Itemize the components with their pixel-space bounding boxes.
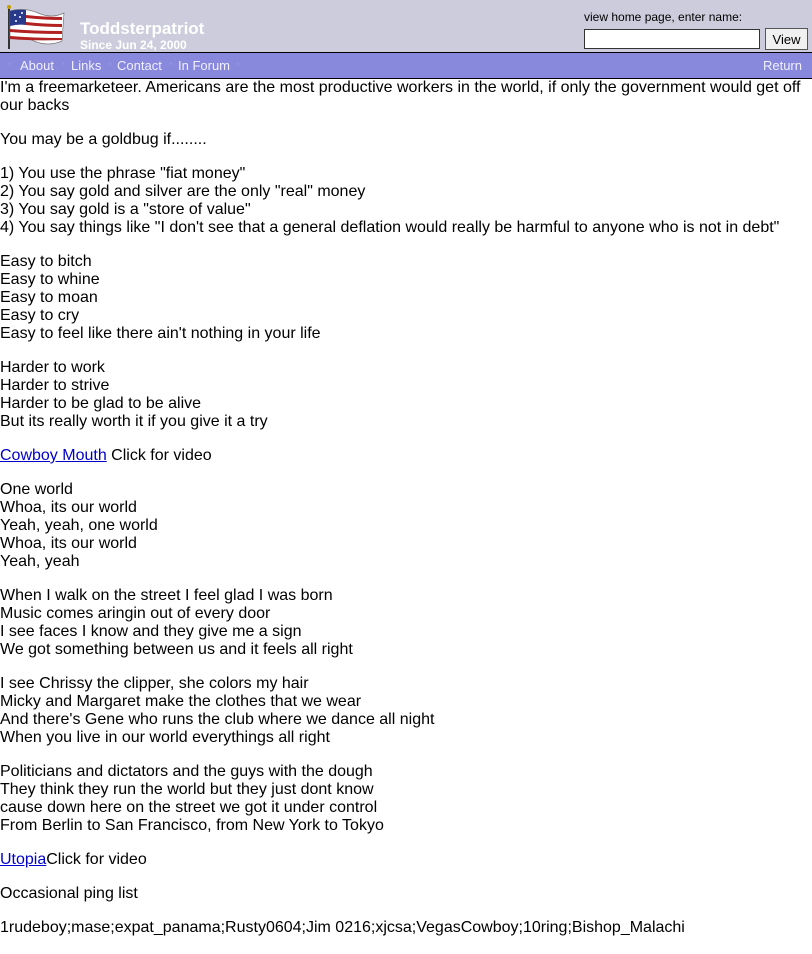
goldbug-item: 2) You say gold and silver are the only "real" money [0,183,366,200]
flag-logo-icon [4,5,66,49]
lyric-line: Easy to cry [0,307,80,324]
lyric-line: Micky and Margaret make the clothes that we wear [0,693,362,710]
lyric-line: Yeah, yeah [0,553,80,570]
chrissy-verse [0,675,812,747]
cowboy-mouth-link[interactable]: Cowboy Mouth [0,447,107,464]
politicians-verse [0,763,812,835]
lyric-line: Easy to moan [0,289,98,306]
profile-nav-bar [0,53,812,79]
nav-separator: · [62,58,66,70]
lyric-line: When you live in our world everythings all right [0,729,330,746]
lyric-line: They think they run the world but they just dont know [0,781,374,798]
goldbug-item: 3) You say gold is a "store of value" [0,201,251,218]
lyric-line: When I walk on the street I feel glad I was born [0,587,333,604]
nav-link-links[interactable]: Links [71,58,102,73]
goldbug-item: 4) You say things like "I don't see that a general deflation would really be harmful to anyone who is not in debt" [0,219,780,236]
street-verse [0,587,812,659]
cowboy-mouth-video-line [0,447,812,465]
lyric-line: Easy to bitch [0,253,92,270]
goldbug-list [0,165,812,237]
view-button[interactable]: View [765,28,808,50]
nav-separator: · [236,58,240,70]
utopia-link[interactable]: Utopia [0,851,47,868]
nav-link-return[interactable]: Return [762,58,802,73]
lyric-line: Harder to be glad to be alive [0,395,202,412]
nav-link-in-forum[interactable]: In Forum [178,58,231,73]
lyric-line: Harder to strive [0,377,110,394]
lyric-line: I see Chrissy the clipper, she colors my hair [0,675,309,692]
nav-link-about[interactable]: About [20,58,54,73]
ping-list: 1rudeboy;mase;expat_panama;Rusty0604;Jim 0216;xjcsa;VegasCowboy;10ring;Bishop_Malachi [0,919,685,936]
nav-separator: · [108,58,112,70]
lyric-line: Easy to feel like there ain't nothing in your life [0,325,321,342]
lyric-line: I see faces I know and they give me a sign [0,623,302,640]
ping-list-heading: Occasional ping list [0,885,138,902]
lyric-line: But its really worth it if you give it a try [0,413,268,430]
lyric-line: One world [0,481,73,498]
nav-separator: · [8,58,12,70]
view-home-page-label: view home page, enter name: [584,10,743,24]
nav-separator: · [169,58,173,70]
harder-verse [0,359,812,431]
profile-member-since: Since Jun 24, 2000 [80,38,187,52]
lyric-line: Whoa, its our world [0,535,137,552]
lyric-line: Music comes aringin out of every door [0,605,271,622]
utopia-video-line [0,851,812,869]
goldbug-heading: You may be a goldbug if........ [0,131,207,148]
intro-paragraph: I'm a freemarketeer. Americans are the most productive workers in the world, if only the government would get off our backs [0,79,801,114]
lyric-line: And there's Gene who runs the club where we dance all night [0,711,435,728]
lyric-line: Yeah, yeah, one world [0,517,158,534]
lyric-line: We got something between us and it feels all right [0,641,353,658]
lyric-line: Politicians and dictators and the guys with the dough [0,763,373,780]
lyric-line: Easy to whine [0,271,100,288]
click-for-video-text: Click for video [46,851,147,868]
lyric-line: Whoa, its our world [0,499,137,516]
easy-verse [0,253,812,343]
home-page-name-input[interactable] [584,29,760,49]
profile-user-name: Toddsterpatriot [80,19,205,38]
profile-header [0,0,812,53]
click-for-video-text: Click for video [106,447,212,464]
profile-content [0,79,812,937]
nav-link-contact[interactable]: Contact [117,58,162,73]
lyric-line: From Berlin to San Francisco, from New York to Tokyo [0,817,384,834]
lyric-line: cause down here on the street we got it under control [0,799,378,816]
goldbug-item: 1) You use the phrase "fiat money" [0,165,246,182]
one-world-verse [0,481,812,571]
lyric-line: Harder to work [0,359,105,376]
